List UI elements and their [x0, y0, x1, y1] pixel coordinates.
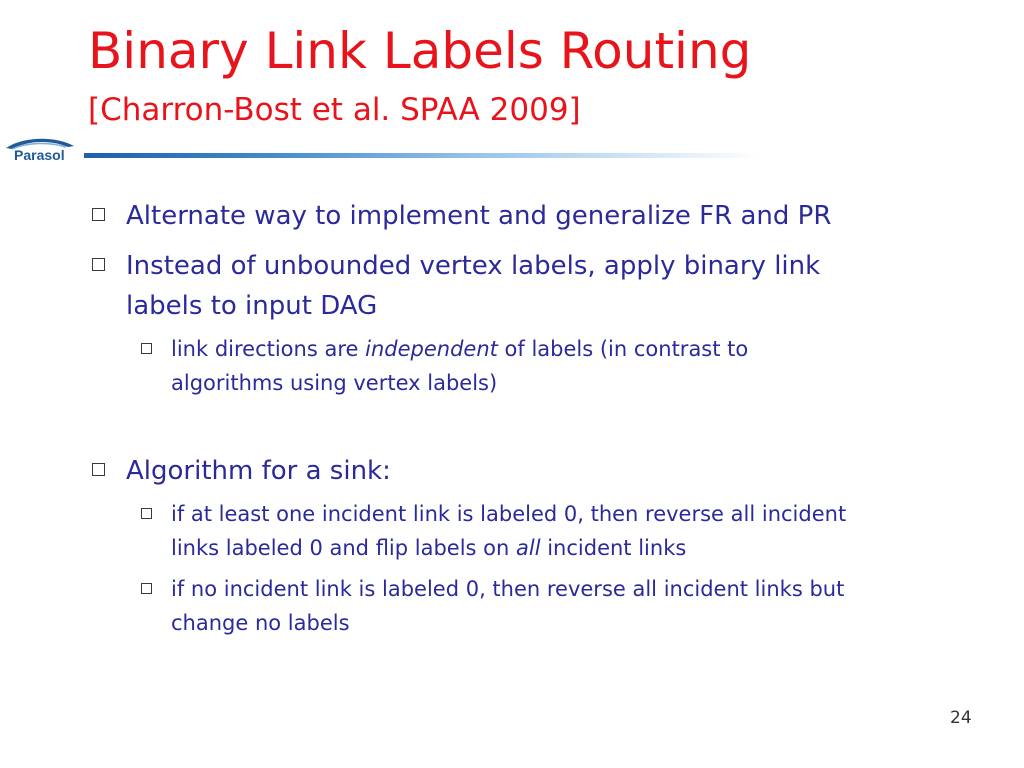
bullet-2-line-2: labels to input DAG	[126, 291, 378, 321]
text-segment: incident links	[540, 536, 687, 560]
bullet-2	[126, 246, 926, 326]
bullet-3-sub-2-line-2: change no labels	[171, 611, 350, 635]
emphasis-text: all	[516, 536, 541, 560]
text-segment: link directions are	[171, 337, 366, 361]
bullet-3-text: Algorithm for a sink:	[126, 456, 391, 486]
page-number: 24	[950, 708, 972, 728]
bullet-1-text: Alternate way to implement and generalize FR and PR	[126, 201, 832, 231]
bullet-2-line-1: Instead of unbounded vertex labels, apply binary link	[126, 251, 821, 281]
bullet-3-sub-2	[171, 572, 941, 640]
square-bullet-icon	[92, 463, 105, 476]
bullet-3-sub-1-line-2	[171, 531, 941, 565]
square-bullet-icon	[92, 258, 105, 271]
bullet-2-sub-1-line-1	[171, 332, 941, 366]
bullet-1	[126, 196, 926, 236]
bullet-3-sub-1-line-1: if at least one incident link is labeled 0, then reverse all incident	[171, 502, 847, 526]
bullet-2-sub-1	[171, 332, 941, 400]
slide-subtitle: [Charron-Bost et al. SPAA 2009]	[88, 92, 581, 128]
emphasis-text: independent	[365, 337, 498, 361]
bullet-3	[126, 451, 926, 491]
square-bullet-icon	[141, 343, 152, 354]
square-bullet-icon	[141, 508, 152, 519]
bullet-2-sub-1-line-2: algorithms using vertex labels)	[171, 371, 498, 395]
text-segment: of labels (in contrast to	[497, 337, 749, 361]
slide-title: Binary Link Labels Routing	[88, 22, 752, 80]
text-segment: links labeled 0 and flip labels on	[171, 536, 516, 560]
square-bullet-icon	[92, 208, 105, 221]
logo-text: Parasol	[14, 147, 65, 163]
bullet-3-sub-2-line-1: if no incident link is labeled 0, then reverse all incident links but	[171, 577, 845, 601]
bullet-3-sub-1	[171, 497, 941, 565]
square-bullet-icon	[141, 583, 152, 594]
